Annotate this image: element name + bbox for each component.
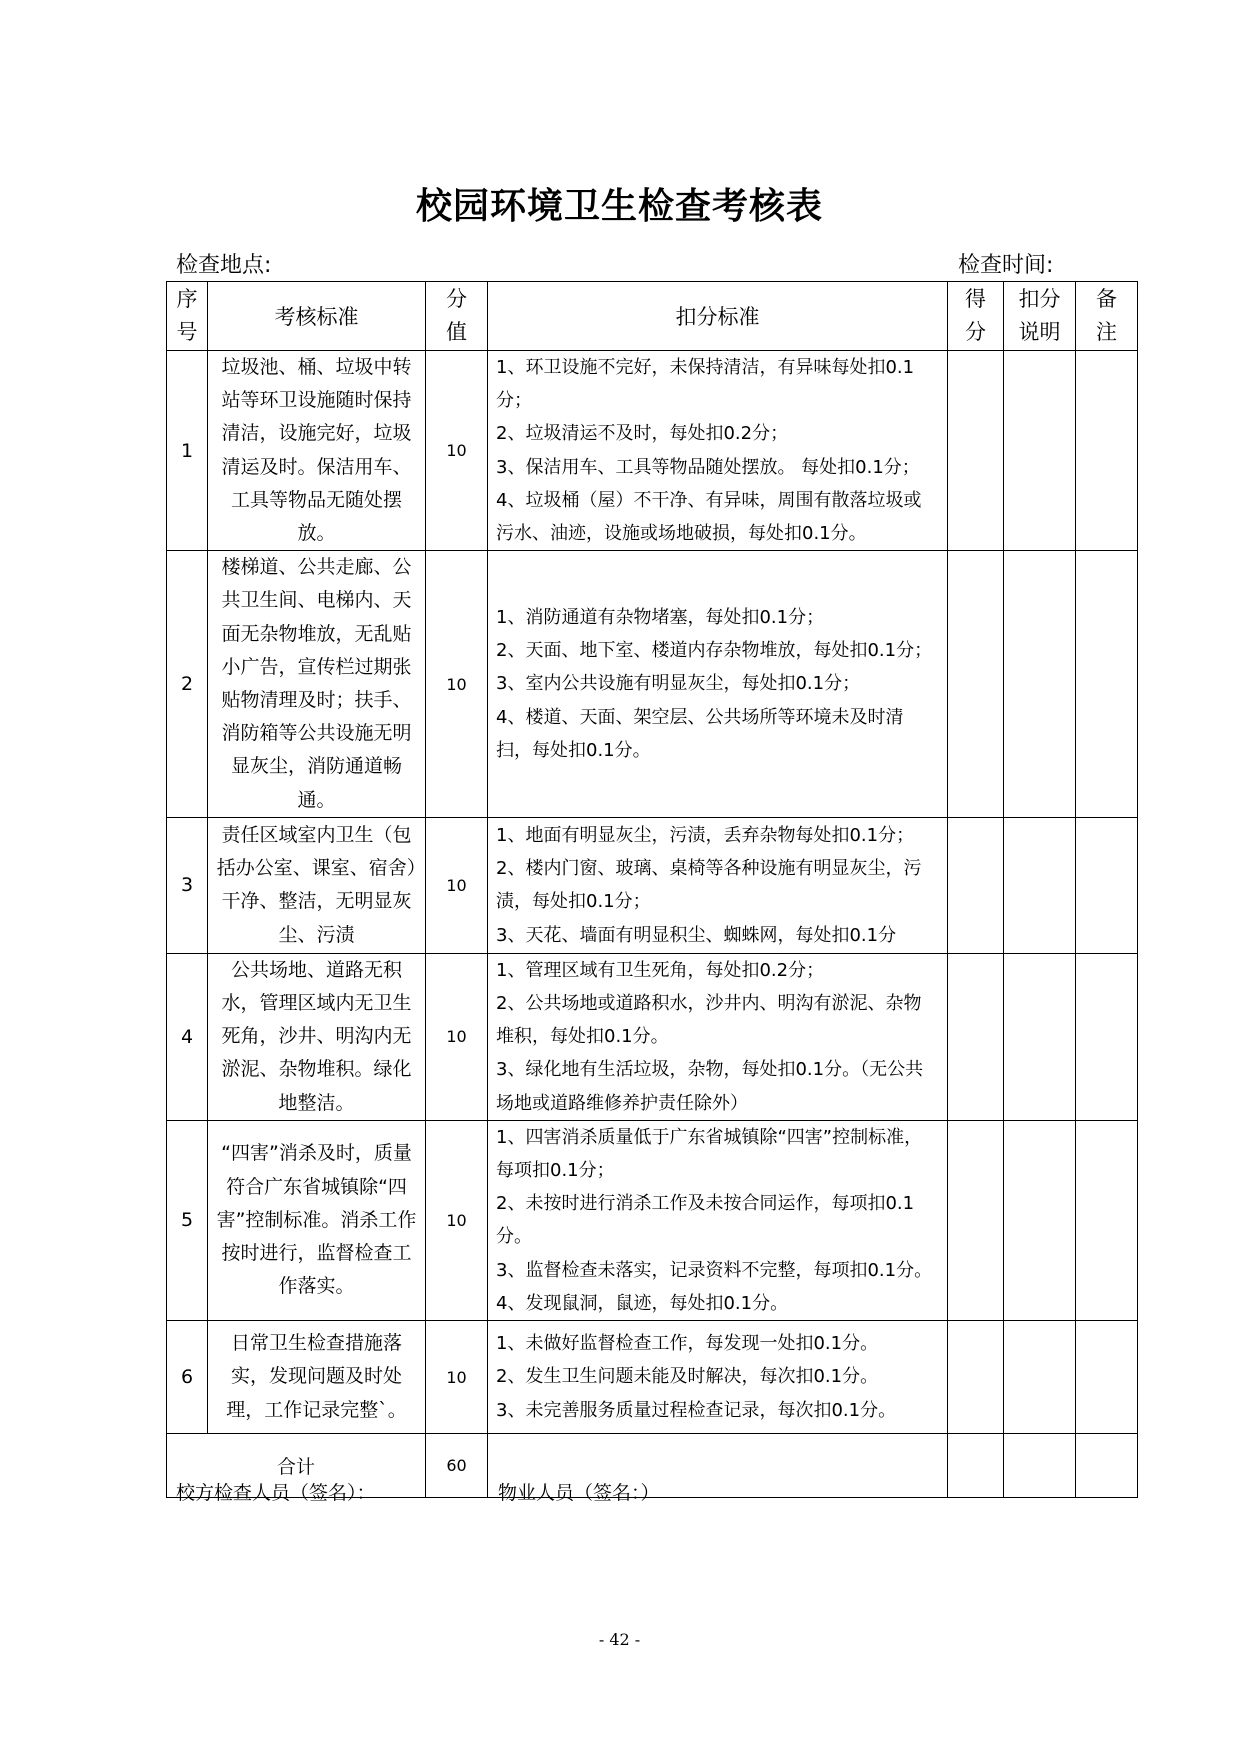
deduction-item: 1、未做好监督检查工作，每发现一处扣0.1分。 [496, 1333, 879, 1355]
inspection-location-label: 检查地点: [176, 253, 272, 278]
deduction-item: 2、楼内门窗、玻璃、桌椅等各种设施有明显灰尘，污渍，每处扣0.1分； [496, 858, 922, 913]
header-note [1004, 282, 1076, 351]
row-got-cell [948, 551, 1004, 818]
row-standard: “四害”消杀及时，质量符合广东省城镇除“四害”控制标准。消杀工作按时进行，监督检查工作落实。 [208, 1120, 426, 1320]
row-seq: 3 [167, 817, 208, 953]
header-got-line2: 分 [965, 320, 986, 344]
property-staff-signature-label: 物业人员（签名：） [498, 1482, 660, 1504]
row-remark-cell [1076, 551, 1138, 818]
header-score-line2: 值 [446, 320, 467, 344]
row-note-cell [1004, 817, 1076, 953]
row-seq: 1 [167, 351, 208, 551]
table-row [167, 1120, 1138, 1320]
table-row [167, 1321, 1138, 1434]
row-deductions [488, 351, 948, 551]
deduction-item: 1、环卫设施不完好，未保持清洁，有异味每处扣0.1分； [496, 357, 915, 412]
page-number: - 42 - [598, 1630, 641, 1649]
deduction-item: 2、未按时进行消杀工作及未按合同运作，每项扣0.1分。 [496, 1193, 915, 1248]
row-score: 10 [426, 1120, 488, 1320]
inspection-time-label: 检查时间: [958, 253, 1054, 278]
deduction-item: 2、公共场地或道路积水，沙井内、明沟有淤泥、杂物堆积，每处扣0.1分。 [496, 993, 922, 1048]
row-score: 10 [426, 953, 488, 1120]
row-score: 10 [426, 817, 488, 953]
header-note-line2: 说明 [1018, 320, 1061, 344]
header-note-line1: 扣分 [1018, 287, 1061, 311]
deduction-item: 1、消防通道有杂物堵塞，每处扣0.1分； [496, 607, 825, 629]
row-got-cell [948, 1321, 1004, 1434]
row-seq: 2 [167, 551, 208, 818]
row-remark-cell [1076, 351, 1138, 551]
deduction-item: 3、绿化地有生活垃圾，杂物，每处扣0.1分。（无公共场地或道路维修养护责任除外） [496, 1059, 924, 1114]
deduction-item: 4、发现鼠洞，鼠迹，每处扣0.1分。 [496, 1292, 789, 1314]
header-score [426, 282, 488, 351]
table-header-row [167, 282, 1138, 351]
header-score-line1: 分 [446, 287, 467, 311]
deduction-item: 3、室内公共设施有明显灰尘，每处扣0.1分； [496, 673, 861, 695]
total-score: 60 [426, 1434, 488, 1498]
deduction-item: 4、垃圾桶（屋）不干净、有异味，周围有散落垃圾或污水、油迹，设施或场地破损，每处扣0.1分。 [496, 489, 922, 545]
table-row [167, 351, 1138, 551]
total-label: 合计 [167, 1434, 426, 1498]
row-remark-cell [1076, 1321, 1138, 1434]
header-got [948, 282, 1004, 351]
header-seq [167, 282, 208, 351]
table-row [167, 953, 1138, 1120]
row-score: 10 [426, 551, 488, 818]
header-seq-line2: 号 [176, 320, 198, 344]
row-deductions [488, 1120, 948, 1320]
row-seq: 5 [167, 1120, 208, 1320]
row-got-cell [948, 817, 1004, 953]
table-row [167, 817, 1138, 953]
deduction-item: 3、未完善服务质量过程检查记录，每次扣0.1分。 [496, 1399, 897, 1421]
row-note-cell [1004, 1120, 1076, 1320]
row-deductions [488, 1321, 948, 1434]
header-remark-line2: 注 [1096, 320, 1117, 344]
row-remark-cell [1076, 953, 1138, 1120]
row-standard: 责任区域室内卫生（包括办公室、课室、宿舍）干净、整洁，无明显灰尘、污渍 [208, 817, 426, 953]
deduction-item: 2、天面、地下室、楼道内存杂物堆放，每处扣0.1分； [496, 640, 933, 662]
header-remark [1076, 282, 1138, 351]
header-remark-line1: 备 [1096, 287, 1117, 311]
header-deduction: 扣分标准 [488, 282, 948, 351]
deduction-item: 1、四害消杀质量低于广东省城镇除“四害”控制标准，每项扣0.1分； [496, 1126, 923, 1182]
row-standard: 楼梯道、公共走廊、公共卫生间、电梯内、天面无杂物堆放，无乱贴小广告，宣传栏过期张贴物清理及时；扶手、消防箱等公共设施无明显灰尘，消防通道畅通。 [208, 551, 426, 818]
row-deductions [488, 953, 948, 1120]
row-remark-cell [1076, 1120, 1138, 1320]
deduction-item: 1、管理区域有卫生死角，每处扣0.2分； [496, 959, 825, 981]
page-title: 校园环境卫生检查考核表 [415, 185, 823, 227]
row-got-cell [948, 351, 1004, 551]
school-inspector-signature-label: 校方检查人员（签名）： [176, 1482, 376, 1504]
assessment-table [166, 281, 1138, 1498]
row-standard: 公共场地、道路无积水，管理区域内无卫生死角，沙井、明沟内无淤泥、杂物堆积。绿化地整洁。 [208, 953, 426, 1120]
total-got-cell [948, 1434, 1004, 1498]
deduction-item: 3、天花、墙面有明显积尘、蜘蛛网，每处扣0.1分 [496, 924, 897, 946]
row-got-cell [948, 953, 1004, 1120]
row-standard: 日常卫生检查措施落实，发现问题及时处理，工作记录完整`。 [208, 1321, 426, 1434]
deduction-item: 1、地面有明显灰尘，污渍，丢弃杂物每处扣0.1分； [496, 824, 915, 846]
row-got-cell [948, 1120, 1004, 1320]
row-note-cell [1004, 551, 1076, 818]
row-deductions [488, 551, 948, 818]
row-score: 10 [426, 1321, 488, 1434]
total-note-cell [1004, 1434, 1076, 1498]
row-remark-cell [1076, 817, 1138, 953]
deduction-item: 2、垃圾清运不及时，每处扣0.2分； [496, 423, 789, 445]
row-deductions [488, 817, 948, 953]
row-note-cell [1004, 953, 1076, 1120]
total-remark-cell [1076, 1434, 1138, 1498]
deduction-item: 4、楼道、天面、架空层、公共场所等环境未及时清扫，每处扣0.1分。 [496, 706, 904, 761]
row-note-cell [1004, 1321, 1076, 1434]
header-got-line1: 得 [965, 287, 986, 311]
row-seq: 6 [167, 1321, 208, 1434]
deduction-item: 2、发生卫生问题未能及时解决，每次扣0.1分。 [496, 1366, 879, 1388]
row-note-cell [1004, 351, 1076, 551]
table-row [167, 551, 1138, 818]
row-score: 10 [426, 351, 488, 551]
header-standard: 考核标准 [208, 282, 426, 351]
row-seq: 4 [167, 953, 208, 1120]
header-seq-line1: 序 [176, 287, 198, 311]
deduction-item: 3、保洁用车、工具等物品随处摆放。 每处扣0.1分； [496, 456, 920, 478]
deduction-item: 3、监督检查未落实，记录资料不完整，每项扣0.1分。 [496, 1259, 933, 1281]
row-standard: 垃圾池、桶、垃圾中转站等环卫设施随时保持清洁，设施完好，垃圾清运及时。保洁用车、工具等物品无随处摆放。 [208, 351, 426, 551]
